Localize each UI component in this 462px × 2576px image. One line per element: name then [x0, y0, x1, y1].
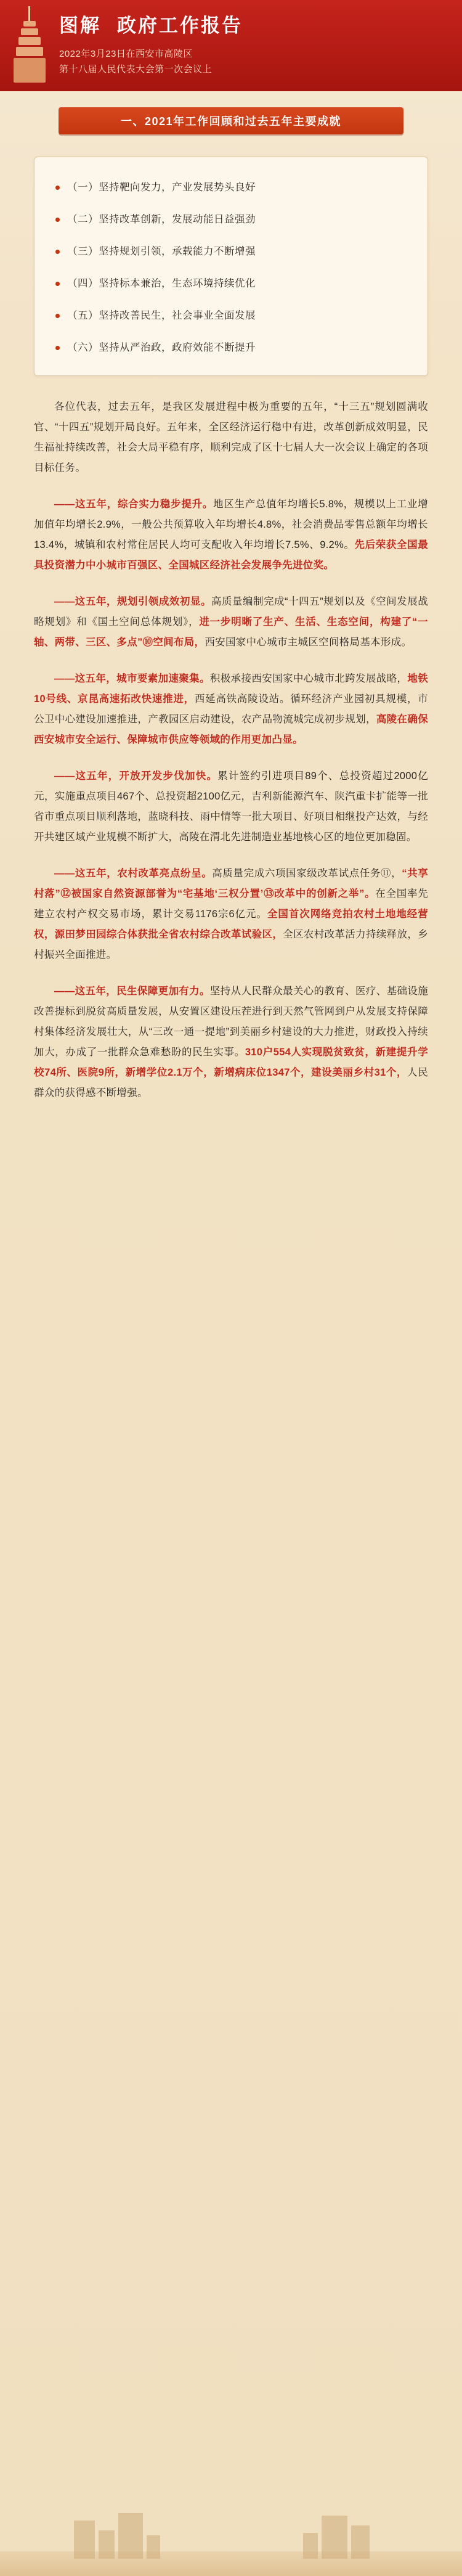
report-body [34, 397, 428, 1156]
paragraph [34, 494, 428, 576]
paragraph-run: 全区农村改革活力持续释放，乡村振兴全面推进。 [34, 929, 428, 960]
paragraph-run: 累计签约引进项目89个、总投资超过2000亿元，实施重点项目467个、总投资超2100亿元，吉利新能源汽车、陕汽重卡扩能等一批省市重点项目顺利落地，蓝晓科技、雨中情等一批大项目、好项目相继投产达效，与经开共建区域产业规模不断扩大，高陵在渭北先进制造业基地核心区的地位更加稳固。 [34, 771, 428, 843]
paragraph-run: 人民群众的获得感不断增强。 [34, 1067, 428, 1098]
list-item [55, 242, 407, 261]
paragraph-run: 高质量完成六项国家级改革试点任务⑪， [212, 868, 402, 879]
list-item-label: （六）坚持从严治政，政府效能不断提升 [67, 342, 256, 353]
paragraph-run: 坚持从人民群众最关心的教育、医疗、基础设施改善提标到脱贫高质量发展，从安置区建设压茬进行到天然气管网到户从发展支持保障村集体经济发展壮大，从“三改一通一提地”到美丽乡村建设的大力推进，财政投入持续加大，办成了一批群众急难愁盼的民生实事。 [34, 986, 428, 1058]
paragraph [34, 397, 428, 478]
header-subtitle-line1: 2022年3月23日在西安市高陵区 [59, 49, 193, 59]
paragraph-run: ——这五年，民生保障更加有力。 [54, 986, 210, 997]
header-subtitle [59, 46, 450, 77]
paragraph-run: ——这五年，开放开发步伐加快。 [54, 771, 218, 782]
city-skyline-decoration [0, 2508, 462, 2576]
page-title-right: 政府工作报告 [117, 15, 243, 36]
paragraph-run: 在全国率先建立农村产权交易市场，累计交易1176宗6亿元。 [34, 888, 428, 920]
paragraph [34, 766, 428, 848]
paragraph-run: “共享村落”⑫被国家自然资源部誉为“宅基地‘三权分置’⑬改革中的创新之举”。 [34, 868, 429, 899]
paragraph-run: 高陵在确保西安城市安全运行、保障城市供应等领域的作用更加凸显。 [34, 714, 429, 745]
paragraph-run: ——这五年，综合实力稳步提升。 [54, 499, 214, 510]
list-item-label: （一）坚持靶向发力，产业发展势头良好 [67, 182, 256, 193]
list-item [55, 306, 407, 325]
paragraph-run: ——这五年，农村改革亮点纷呈。 [54, 868, 213, 879]
poster-header [0, 0, 462, 91]
pagoda-tower-icon [11, 6, 48, 86]
section-banner [59, 107, 403, 134]
header-subtitle-line2: 第十八届人民代表大会第一次会议上 [59, 64, 213, 75]
bullet-dot-icon [55, 186, 60, 190]
page-title [59, 10, 450, 38]
paragraph [34, 592, 428, 653]
paragraph-run: 先后荣获全国最具投资潜力中小城市百强区、全国城区经济社会发展争先进位奖。 [34, 539, 428, 571]
paragraph-run: ——这五年，规划引领成效初显。 [54, 596, 211, 607]
list-item-label: （二）坚持改革创新，发展动能日益强劲 [67, 214, 256, 225]
page-title-left: 图解 [59, 15, 101, 36]
list-item-label: （四）坚持标本兼治，生态环境持续优化 [67, 278, 256, 289]
paragraph-run: 西安国家中心城市主城区空间格局基本形成。 [205, 637, 412, 648]
list-item [55, 338, 407, 357]
bullet-dot-icon [55, 282, 60, 286]
paragraph-run: 进一步明晰了生产、生活、生态空间，构建了“一轴、两带、三区、多点”⑩空间布局， [34, 616, 428, 648]
paragraph-run: 西延高铁高陵设站。循环经济产业园初具规模，市公卫中心建设加速推进，产教园区启动建设，农产品物流城完成初步规划， [34, 693, 428, 725]
list-item-label: （三）坚持规划引领，承载能力不断增强 [67, 246, 256, 257]
paragraph-run: 各位代表，过去五年，是我区发展进程中极为重要的五年，“十三五”规划圆满收官、“十四五”规划开局良好。五年来，全区经济运行稳中有进，改革创新成效明显，民生福祉持续改善，社会大局平稳有序，顺利完成了区十七届人大一次会议上确定的各项目标任务。 [34, 401, 428, 473]
section-banner-wrap [0, 107, 462, 141]
list-item-label: （五）坚持改善民生，社会事业全面发展 [67, 310, 256, 321]
paragraph-run: 地铁10号线、京昆高速拓改快速推进， [34, 673, 429, 705]
paragraph-run: 310户554人实现脱贫致贫，新建提升学校74所、医院9所，新增学位2.1万个，新增病床位1347个，建设美丽乡村31个， [34, 1047, 429, 1078]
list-item [55, 178, 407, 197]
paragraph-run: ——这五年，城市要素加速聚集。 [54, 673, 210, 684]
bullet-dot-icon [55, 218, 60, 222]
paragraph-run: 高质量编制完成“十四五”规划以及《空间发展战略规划》和《国土空间总体规划》， [34, 596, 429, 628]
bullet-dot-icon [55, 250, 60, 254]
list-item [55, 210, 407, 229]
bullet-dot-icon [55, 346, 60, 350]
bullet-dot-icon [55, 314, 60, 318]
paragraph-run: 积极承接西安国家中心城市北跨发展战略， [209, 673, 408, 684]
list-item [55, 274, 407, 293]
paragraph-run: 全国首次网络竞拍农村土地地经营权，源田梦田园综合体获批全省农村综合改革试验区， [34, 909, 429, 940]
section-banner-label: 一、2021年工作回顾和过去五年主要成就 [120, 115, 342, 128]
paragraph-run: 地区生产总值年均增长5.8%，规模以上工业增加值年均增长2.9%，一般公共预算收入年均增长4.8%，社会消费品零售总额年均增长13.4%，城镇和农村常住居民人均可支配收入年均增长7.5%、9.2%。 [34, 499, 428, 550]
achievements-card [34, 157, 428, 376]
paragraph [34, 864, 428, 965]
paragraph [34, 669, 428, 750]
paragraph [34, 981, 428, 1103]
